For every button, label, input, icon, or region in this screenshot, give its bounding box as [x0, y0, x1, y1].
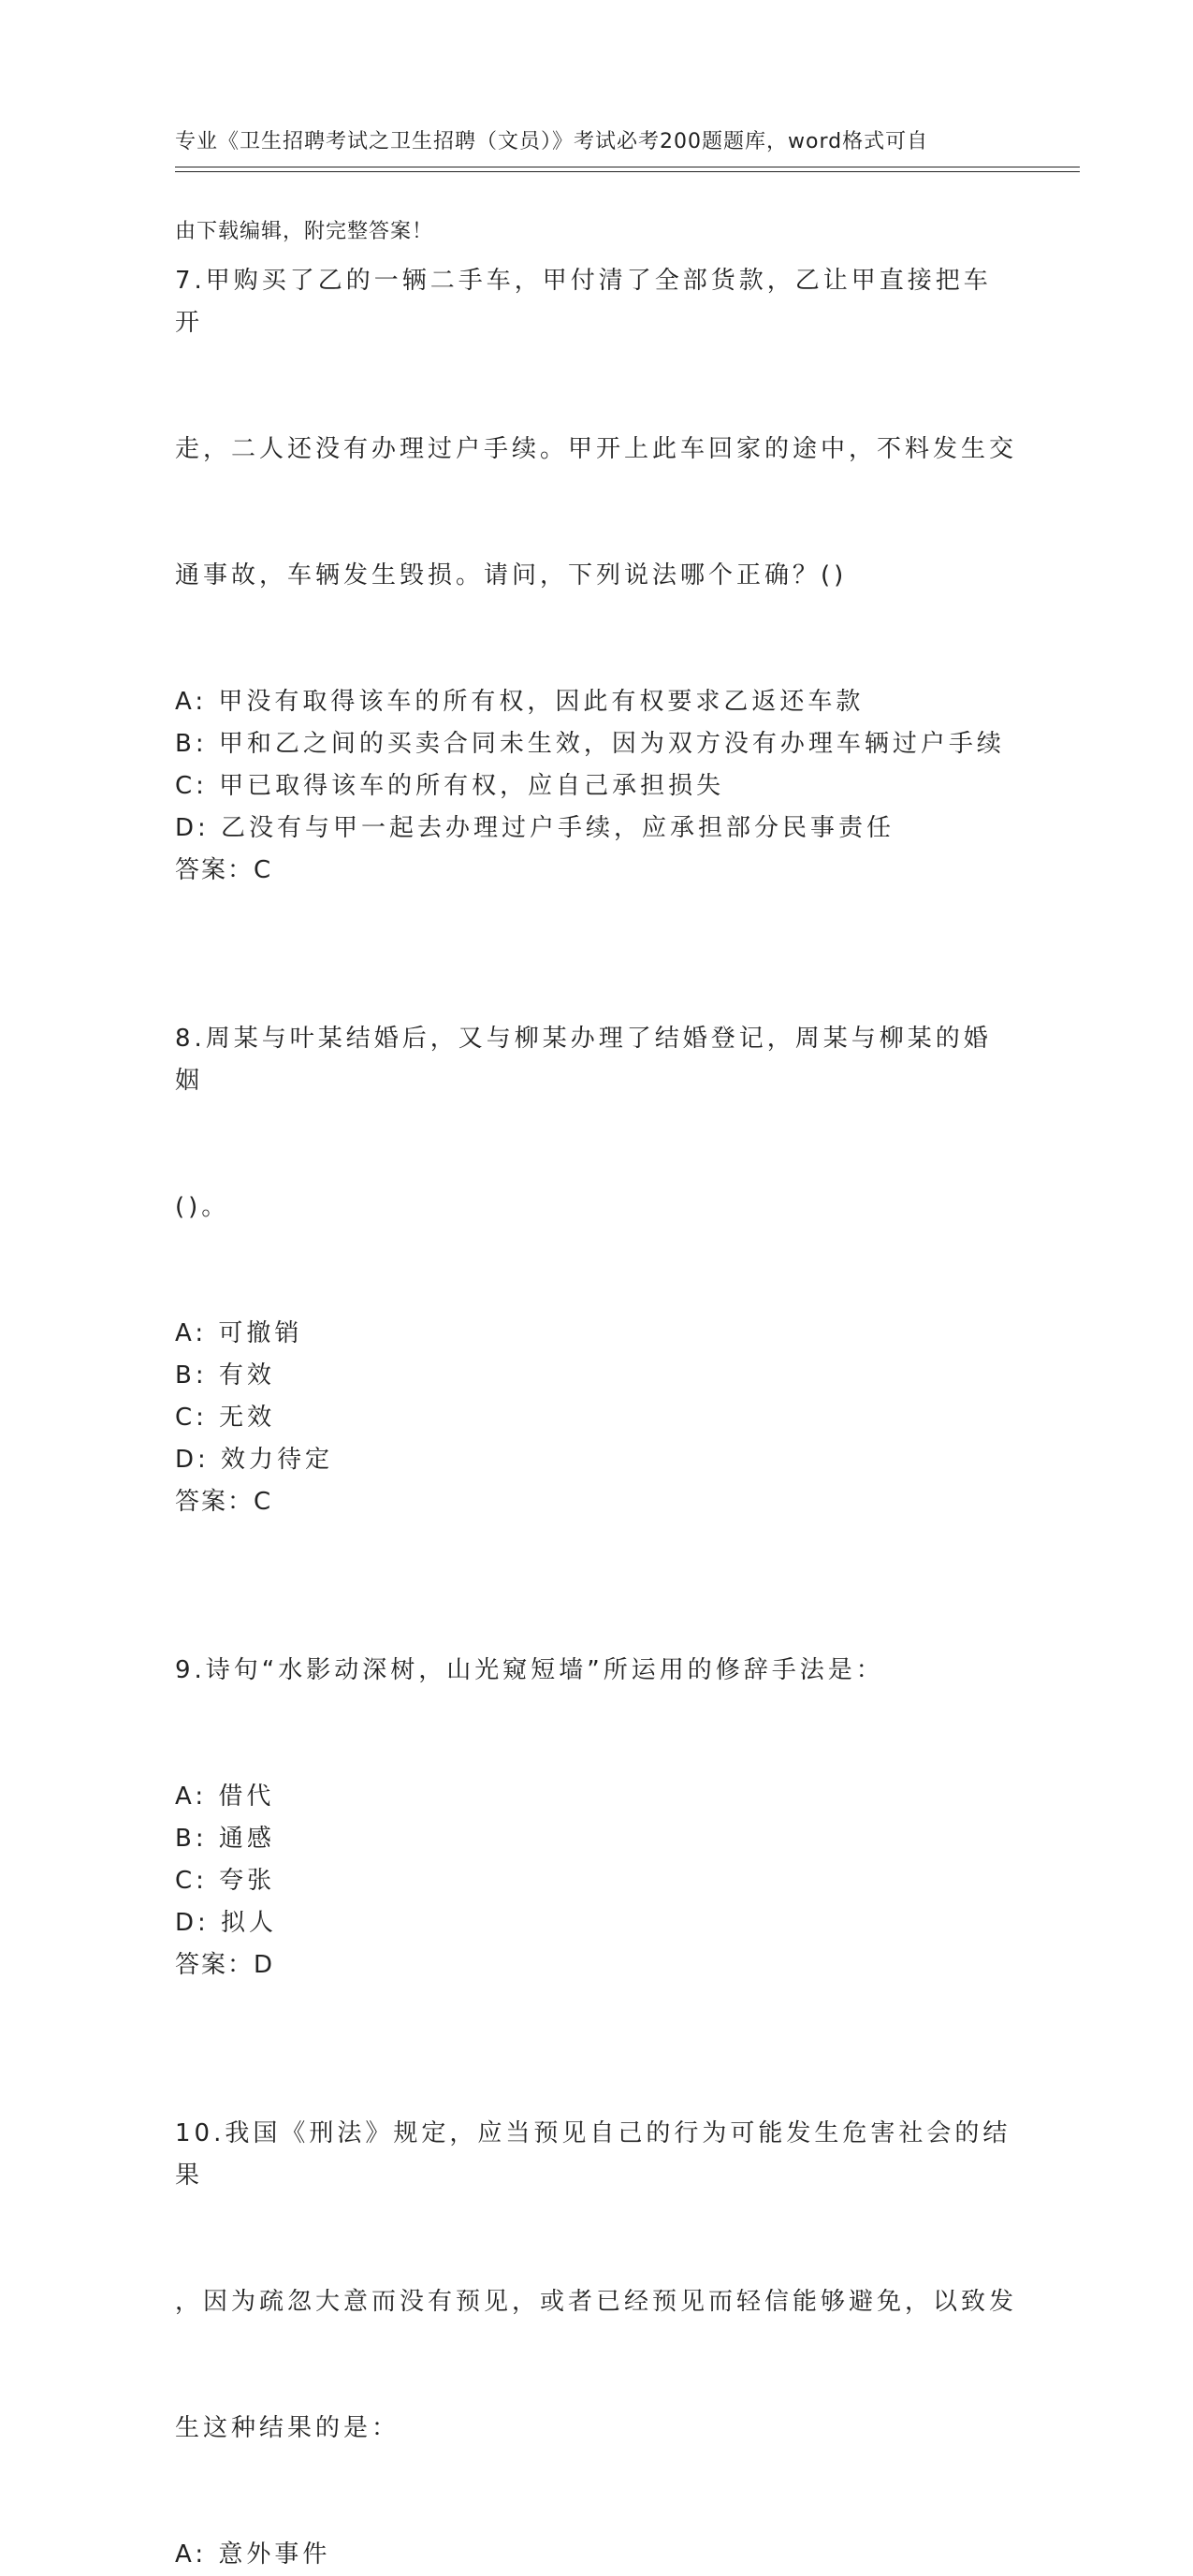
option-d: D: 效力待定 — [175, 1446, 334, 1474]
option-b: B: 甲和乙之间的买卖合同未生效，因为双方没有办理车辆过户手续 — [175, 730, 1005, 758]
option-a: A: 甲没有取得该车的所有权，因此有权要求乙返还车款 — [175, 688, 865, 716]
question-text — [175, 2029, 1017, 2534]
question-7 — [175, 176, 1017, 892]
option-c: C: 无效 — [175, 1404, 276, 1432]
answer: 答案：D — [175, 1951, 275, 1979]
option-d: D: 拟人 — [175, 1909, 278, 1937]
question-line: 9.诗句“水影动深树，山光窥短墙”所运用的修辞手法是： — [175, 1656, 884, 1684]
question-8 — [175, 934, 1017, 1523]
question-text — [175, 1565, 1017, 1776]
question-line: 走，二人还没有办理过户手续。甲开上此车回家的途中，不料发生交 — [175, 435, 1018, 463]
question-line: 通事故，车辆发生毁损。请问，下列说法哪个正确？() — [175, 561, 848, 589]
option-a: A: 借代 — [175, 1783, 275, 1811]
option-c: C: 夸张 — [175, 1867, 276, 1895]
question-line: 10.我国《刑法》规定，应当预见自己的行为可能发生危害社会的结果 — [175, 2119, 1011, 2190]
spacer — [175, 1987, 1017, 2029]
question-text — [175, 176, 1017, 681]
option-d: D: 乙没有与甲一起去办理过户手续，应承担部分民事责任 — [175, 814, 895, 842]
option-a: A: 意外事件 — [175, 2540, 331, 2569]
question-line: 生这种结果的是： — [175, 2414, 400, 2442]
answer: 答案：C — [175, 1488, 273, 1516]
header-line-1: 专业《卫生招聘考试之卫生招聘（文员）》考试必考200题题库，word格式可自 — [175, 130, 929, 153]
option-c: C: 甲已取得该车的所有权，应自己承担损失 — [175, 772, 725, 800]
question-9 — [175, 1565, 1017, 1987]
question-line: 8.周某与叶某结婚后，又与柳某办理了结婚登记，周某与柳某的婚姻 — [175, 1025, 992, 1095]
question-line: 7.甲购买了乙的一辆二手车，甲付清了全部货款，乙让甲直接把车开 — [175, 267, 992, 337]
header-line-2: 由下载编辑，附完整答案！ — [175, 220, 434, 243]
question-line: ()。 — [175, 1193, 230, 1221]
spacer — [175, 1523, 1017, 1565]
question-list — [175, 176, 1017, 2576]
question-text — [175, 934, 1017, 1313]
option-a: A: 可撤销 — [175, 1319, 303, 1347]
spacer — [175, 892, 1017, 934]
question-10 — [175, 2029, 1017, 2576]
header-divider-bottom — [175, 171, 1080, 172]
answer: 答案：C — [175, 856, 273, 884]
question-line: ，因为疏忽大意而没有预见，或者已经预见而轻信能够避免，以致发 — [175, 2288, 1018, 2316]
option-b: B: 有效 — [175, 1361, 275, 1390]
option-b: B: 通感 — [175, 1825, 275, 1853]
